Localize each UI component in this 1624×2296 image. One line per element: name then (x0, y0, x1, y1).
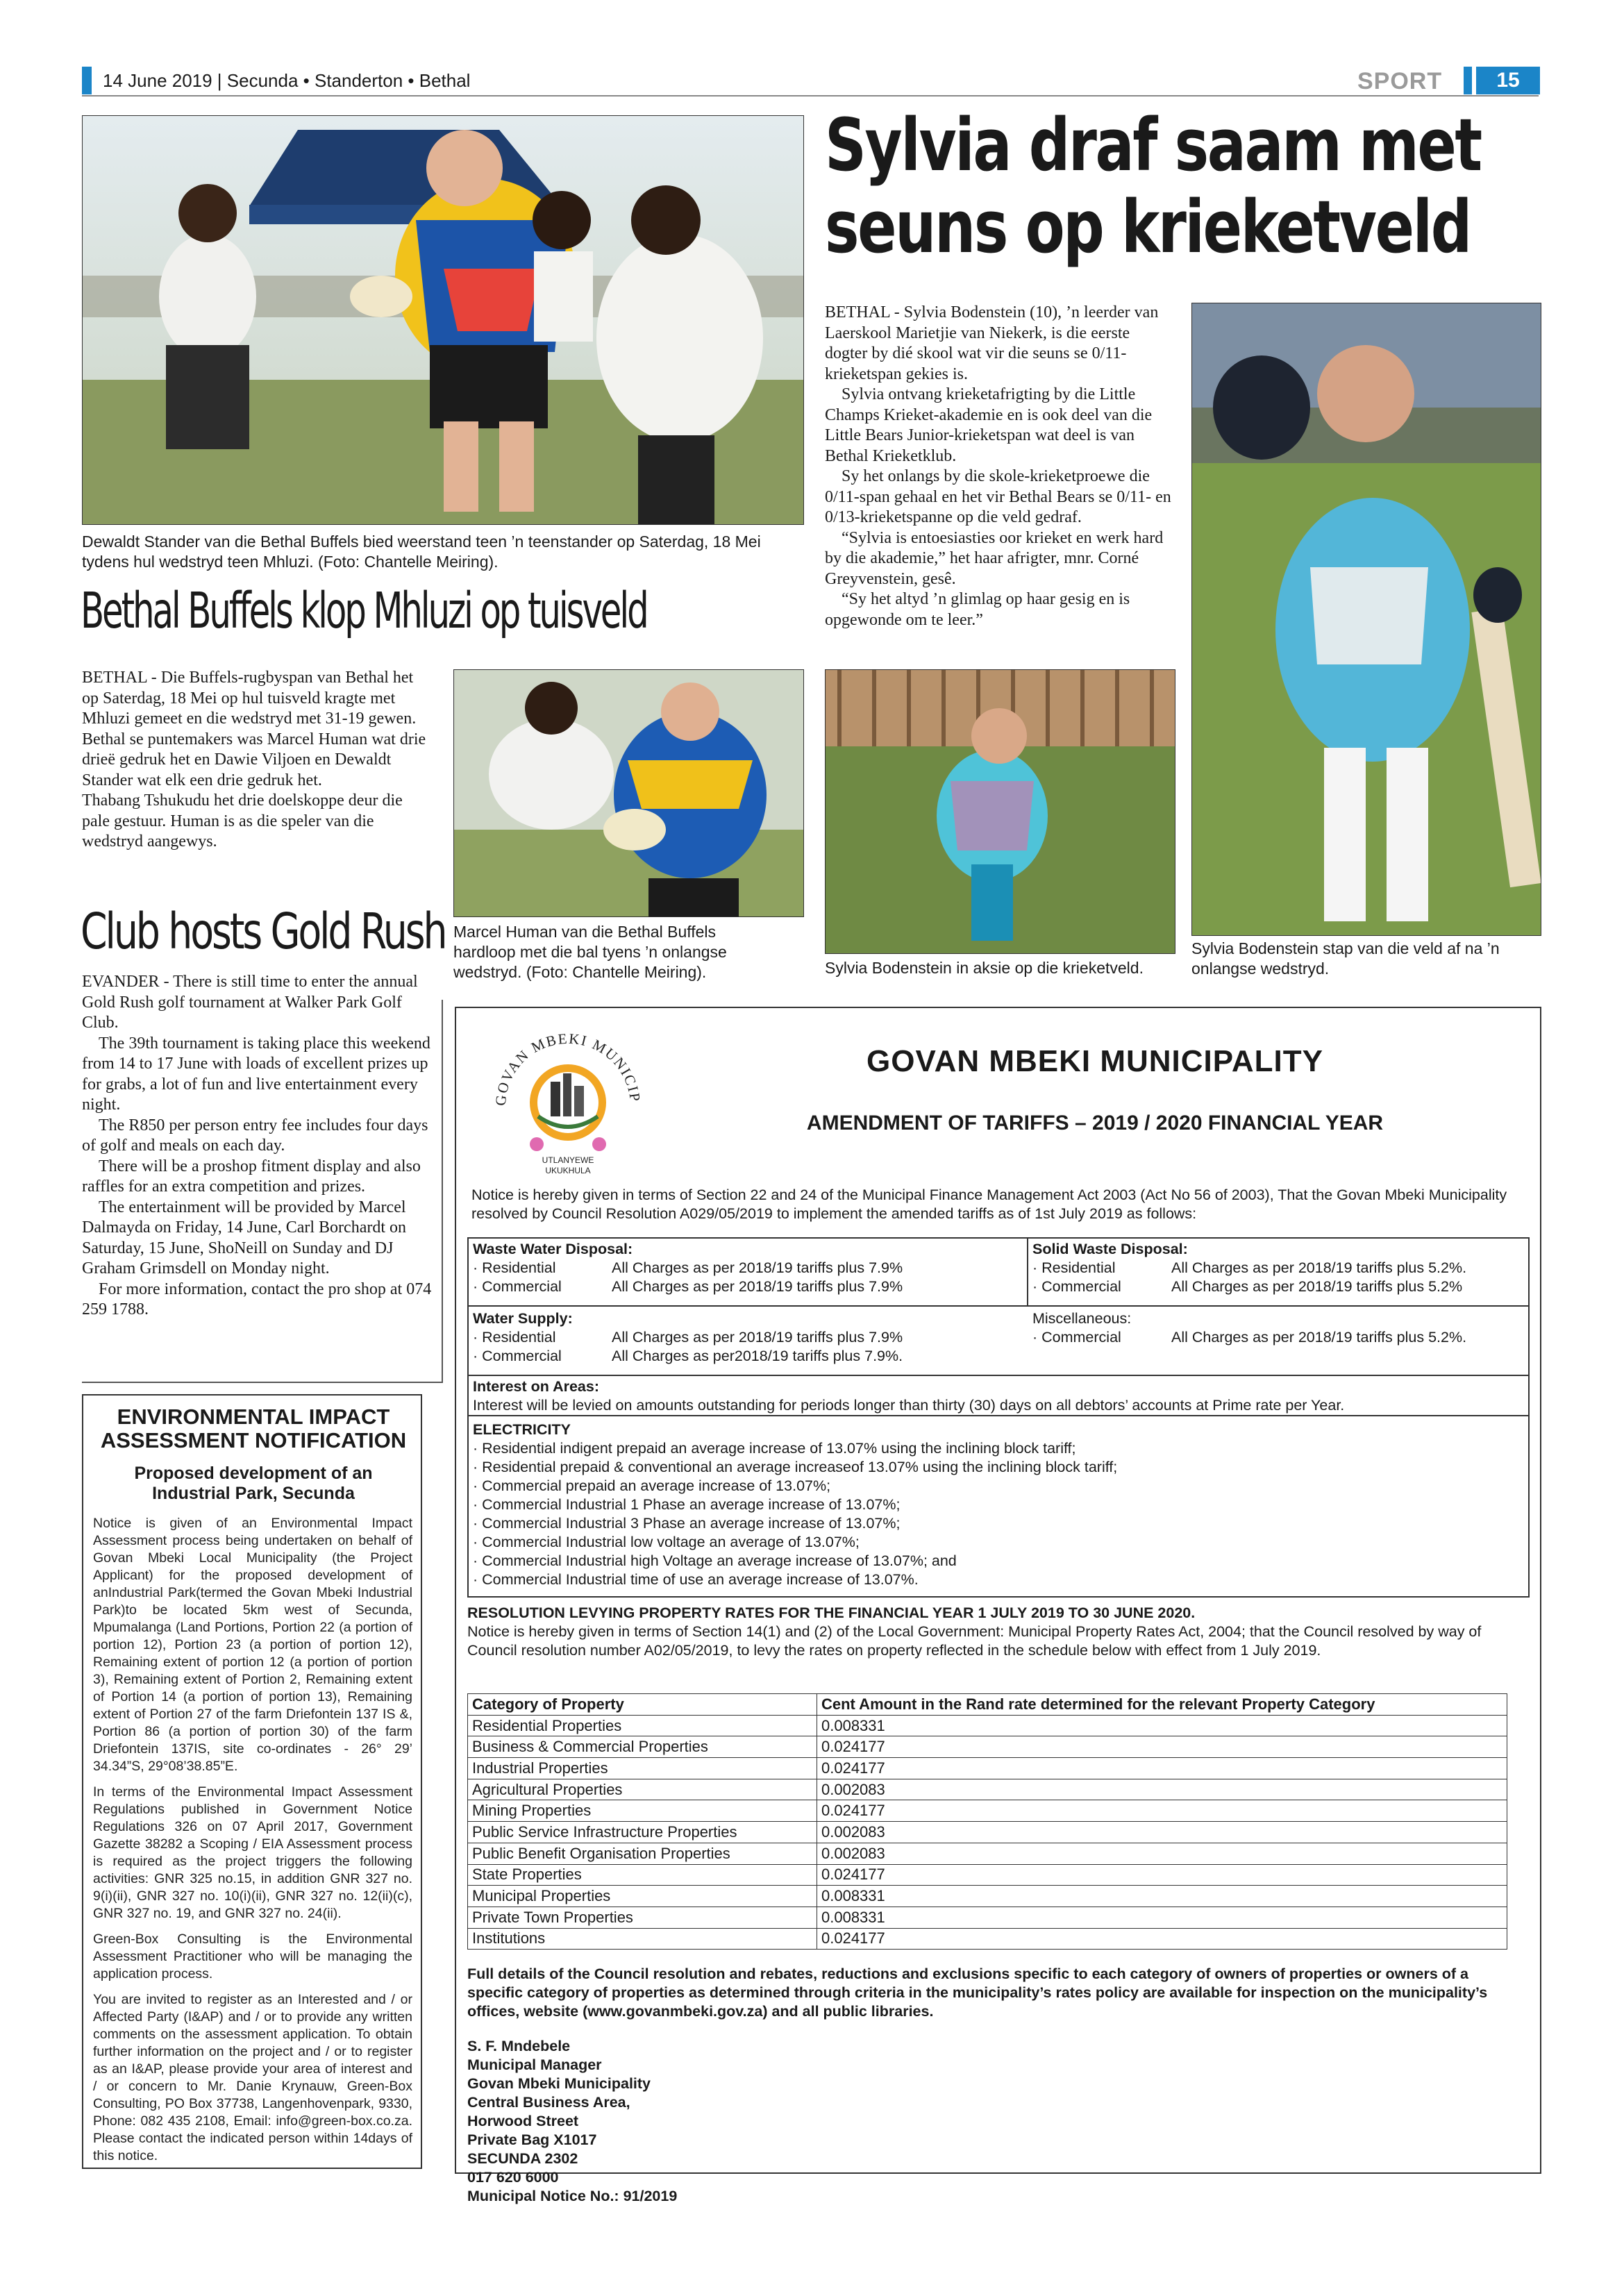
tariff-row (473, 1259, 1021, 1277)
rates-heading: RESOLUTION LEVYING PROPERTY RATES FOR THE FINANCIAL YEAR 1 JULY 2019 TO 30 JUNE 2020. (467, 1604, 1196, 1621)
tariff-row-label: · Commercial (1032, 1329, 1121, 1346)
tariff-row-label: · Commercial (1032, 1278, 1121, 1295)
table-cell: Industrial Properties (468, 1758, 817, 1779)
table-cell: Mining Properties (468, 1800, 817, 1822)
signature-line: SECUNDA 2302 (467, 2150, 578, 2167)
signature-line: Private Bag X1017 (467, 2131, 597, 2148)
notice-footer-text: Full details of the Council resolution and rebates, reductions and exclusions specific to each category of owners of properties or owners of a specific category of properties as determined through criteria in the municipality’s rates policy are available for inspection on the municipality’s offices, website (www.govanmbeki.gov.za) and all public libraries. (467, 1966, 1488, 2020)
cricket-walk-photo (1191, 303, 1541, 936)
header-rule (82, 95, 1539, 97)
municipality-crest-icon (481, 1019, 655, 1179)
tariff-row-value: All Charges as per 2018/19 tariffs plus 5.2%. (1171, 1329, 1467, 1346)
tariff-row-value: All Charges as per 2018/19 tariffs plus 7.9% (612, 1329, 903, 1346)
table-cell: 0.024177 (817, 1736, 1507, 1758)
water-supply-section (473, 1309, 1021, 1366)
electricity-item: · Commercial Industrial time of use an average increase of 13.07%. (473, 1571, 919, 1588)
golf-paragraph: EVANDER - There is still time to enter the annual Gold Rush golf tournament at Walker Park Golf Club. (82, 973, 418, 1032)
table-cell: 0.024177 (817, 1928, 1507, 1950)
cricket-action-photo-caption: Sylvia Bodenstein in aksie op die krieketveld. (825, 959, 1144, 977)
signature-line: Horwood Street (467, 2113, 579, 2129)
interest-text: Interest will be levied on amounts outstanding for periods longer than thirty (30) days on all debtors’ accounts at Prime rate per Year. (473, 1397, 1345, 1414)
cricket-paragraph: “Sy het altyd ’n glimlag op haar gesig en is opgewonde om te leer.” (825, 590, 1130, 629)
eia-paragraph: You are invited to register as an Interested and / or Affected Party (I&AP) and / or to provide any written comments on the assessment application. To obtain further information on the project and / or to register as an I&AP, please provide your area of interest and / or concern to Mr. Danie Krynauw, Green-Box Consulting, PO Box 37738, Langenhovenpark, 9330, Phone: 082 435 2108, Email: info@green-box.co.za. Please contact the indicated person within 14days of this notice. (93, 1992, 412, 2163)
table-cell: Institutions (468, 1928, 817, 1950)
table-cell: Residential Properties (468, 1715, 817, 1736)
tariff-grid-divider-v (1027, 1239, 1028, 1307)
rugby-second-photo-image (454, 670, 804, 917)
tariff-row (1032, 1277, 1525, 1296)
logo-motto-1: UTLANYEWE (542, 1155, 594, 1165)
table-cell: 0.008331 (817, 1886, 1507, 1907)
water-supply-heading: Water Supply: (473, 1310, 573, 1327)
tariff-row-label: · Residential (1032, 1259, 1116, 1276)
cricket-paragraph: BETHAL - Sylvia Bodenstein (10), ’n leerder van Laerskool Marietjie van Niekerk, is die eerste dogter by dié skool wat vir die seuns se 0/11-krieketspan gekies is. (825, 303, 1159, 383)
tariff-row (1032, 1259, 1525, 1277)
tariff-row-value: All Charges as per 2018/19 tariffs plus 5.2%. (1171, 1259, 1467, 1276)
table-cell: State Properties (468, 1864, 817, 1886)
solid-waste-heading: Solid Waste Disposal: (1032, 1241, 1188, 1257)
table-row (468, 1822, 1507, 1843)
rugby-article-body (82, 668, 429, 853)
rugby-headline: Bethal Buffels klop Mhluzi op tuisveld (81, 582, 647, 639)
signature-line: 017 620 6000 (467, 2169, 559, 2186)
table-cell: 0.024177 (817, 1800, 1507, 1822)
rugby-paragraph: BETHAL - Die Buffels-rugbyspan van Bethal het op Saterdag, 18 Mei op hul tuisveld kragte met Mhluzi gemeet en die wedstryd met 31-19 gewen. (82, 669, 417, 728)
table-cell: Business & Commercial Properties (468, 1736, 817, 1758)
interest-heading: Interest on Areas: (473, 1378, 600, 1395)
table-row (468, 1886, 1507, 1907)
table-cell: Municipal Properties (468, 1886, 817, 1907)
rates-table (467, 1693, 1507, 1950)
rugby-paragraph: Thabang Tshukudu het drie doelskoppe deur die pale gestuur. Human is as die speler van die wedstryd aangewys. (82, 791, 403, 850)
tariff-grid-divider-h (469, 1305, 1528, 1307)
cricket-headline-line-1: Sylvia draf saam met (825, 103, 1481, 187)
interest-section (467, 1375, 1530, 1416)
header-accent-bar (82, 67, 92, 94)
table-cell: 0.008331 (817, 1907, 1507, 1928)
rugby-main-photo-image (83, 116, 804, 525)
tariff-row-value: All Charges as per2018/19 tariffs plus 7.9%. (612, 1348, 903, 1364)
rates-intro: Notice is hereby given in terms of Section 14(1) and (2) of the Local Government: Municipal Property Rates Act, 2004; that the Council resolved by way of Council resolution number A02/05/2019, to levy the rates on property reflected in the schedule below with effect from 1 July 2019. (467, 1623, 1482, 1659)
logo-ring-text: GOVAN MBEKI MUNICIP (492, 1030, 644, 1107)
golf-paragraph: There will be a proshop fitment display and also raffles for an extra competition and prizes. (82, 1157, 421, 1196)
table-row (468, 1736, 1507, 1758)
eia-body (93, 1515, 412, 2165)
electricity-item: · Commercial Industrial 3 Phase an average increase of 13.07%; (473, 1515, 901, 1532)
electricity-section (467, 1415, 1530, 1598)
golf-paragraph: The 39th tournament is taking place this weekend from 14 to 17 June with loads of excellent prizes up for grabs, a lot of fun and live entertainment every night. (82, 1034, 430, 1114)
cricket-paragraph: “Sylvia is entoesiasties oor krieket en werk hard by die akademie,” het haar afrigter, mnr. Corné Greyvenstein, gesê. (825, 528, 1164, 588)
rugby-main-photo-caption: Dewaldt Stander van die Bethal Buffels bied weerstand teen ’n teenstander op Saterdag, 18 Mei tydens hul wedstryd teen Mhluzi. (Foto: Chantelle Meiring). (82, 533, 761, 571)
signature-line: Municipal Manager (467, 2056, 602, 2073)
eia-notice-box (82, 1394, 422, 2169)
cricket-headline (825, 103, 1481, 269)
cricket-walk-photo-image (1192, 303, 1541, 936)
rates-table-header-row (468, 1694, 1507, 1716)
notice-subtitle: AMENDMENT OF TARIFFS – 2019 / 2020 FINANCIAL YEAR (806, 1112, 1384, 1134)
table-row (468, 1758, 1507, 1779)
cricket-paragraph: Sy het onlangs by die skole-krieketproewe die 0/11-span gehaal en het vir Bethal Bears se 0/11- en 0/13-krieketspanne op die veld gedraf. (825, 467, 1171, 526)
electricity-item: · Commercial prepaid an average increase of 13.07%; (473, 1477, 831, 1494)
waste-water-heading: Waste Water Disposal: (473, 1241, 633, 1257)
signature-line: Municipal Notice No.: 91/2019 (467, 2188, 678, 2204)
table-cell: 0.002083 (817, 1822, 1507, 1843)
municipal-notice-box (455, 1007, 1541, 2204)
signature-line: Central Business Area, (467, 2094, 630, 2111)
tariff-row (473, 1328, 1021, 1347)
electricity-item: · Commercial Industrial low voltage an average of 13.07%; (473, 1534, 860, 1550)
golf-paragraph: The entertainment will be provided by Marcel Dalmayda on Friday, 14 June, Carl Borchardt on Saturday, 15 June, ShoNeill on Sunday and DJ Graham Grimsdell on Monday night. (82, 1198, 407, 1277)
notice-signature-block (467, 2037, 884, 2206)
table-cell: Agricultural Properties (468, 1779, 817, 1800)
table-cell: 0.008331 (817, 1715, 1507, 1736)
eia-paragraph: Green-Box Consulting is the Environmental Assessment Practitioner who will be managing the application process. (93, 1932, 412, 1981)
notice-title: GOVAN MBEKI MUNICIPALITY (867, 1044, 1323, 1078)
electricity-item: · Commercial Industrial high Voltage an average increase of 13.07%; and (473, 1552, 957, 1569)
electricity-content (473, 1421, 1525, 1589)
eia-subtitle: Proposed development of an Industrial Park, Secunda (134, 1464, 373, 1503)
interest-content (473, 1377, 1525, 1415)
rugby-main-photo (82, 115, 804, 525)
municipality-logo (481, 1019, 655, 1179)
rates-table-header: Cent Amount in the Rand rate determined for the relevant Property Category (817, 1694, 1507, 1716)
table-row (468, 1928, 1507, 1950)
waste-water-section (473, 1240, 1021, 1296)
miscellaneous-heading: Miscellaneous: (1032, 1310, 1132, 1327)
table-cell: Private Town Properties (468, 1907, 817, 1928)
cricket-action-photo (825, 669, 1175, 954)
table-row (468, 1800, 1507, 1822)
tariff-row-value: All Charges as per 2018/19 tariffs plus 5.2% (1171, 1278, 1463, 1295)
golf-headline: Club hosts Gold Rush (81, 903, 446, 960)
golf-corner-rule-v (442, 1000, 443, 1382)
cricket-action-photo-image (826, 670, 1175, 954)
header-date-edition: 14 June 2019 | Secunda • Standerton • Bethal (103, 70, 471, 91)
table-row (468, 1715, 1507, 1736)
section-accent-bar (1464, 67, 1472, 94)
solid-waste-section (1032, 1240, 1525, 1296)
electricity-item: · Residential prepaid & conventional an average increaseof 13.07% using the inclining block tariff; (473, 1459, 1118, 1475)
tariff-row (1032, 1328, 1525, 1347)
eia-title: ENVIRONMENTAL IMPACT ASSESSMENT NOTIFICATION (100, 1405, 407, 1452)
cricket-article-body (825, 303, 1176, 630)
eia-paragraph: Notice is given of an Environmental Impact Assessment process being undertaken on behalf of Govan Mbeki Local Municipality (the Project Applicant) for the proposed development of anIndustrial Park(termed the Govan Mbeki Industrial Park)to be located 5km west of Secunda, Mpumalanga (Land Portions, Portion 22 (a portion of portion 12), Portion 23 (a portion of portion 12), Remaining extent of portion 12 (a portion of portion 3), Remaining extent of Portion 2, Remaining extent of Portion 14 (a portion of portion 13), Remaining extent of Portion 27 of the farm Driefontein 137 IS &, Portion 86 (a portion of portion 30) of the farm Driefontein 137IS, site co-ordinates - 26° 29’ 34.34”S, 29°08’38.85”E. (93, 1516, 412, 1774)
section-label: SPORT (1357, 68, 1443, 94)
notice-intro: Notice is hereby given in terms of Section 22 and 24 of the Municipal Finance Management Act 2003 (Act No 56 of 2003), That the Govan Mbeki Municipality resolved by Council Resolution A029/05/2019 to implement the amended tariffs as of 1st July 2019 as follows: (471, 1187, 1507, 1222)
tariff-row-value: All Charges as per 2018/19 tariffs plus 7.9% (612, 1278, 903, 1295)
golf-paragraph: The R850 per person entry fee includes four days of golf and meals on each day. (82, 1116, 428, 1155)
cricket-paragraph: Sylvia ontvang krieketafrigting by die Little Champs Krieket-akademie en is ook deel van die Little Bears Junior-krieketspan wat deel is van Bethal Krieketklub. (825, 385, 1153, 465)
table-cell: 0.002083 (817, 1843, 1507, 1864)
eia-paragraph: In terms of the Environmental Impact Assessment Regulations published in Government Notice Regulations 326 on 07 April 2017, Government Gazette 38282 a Scoping / EIA Assessment process is required as the project triggers the following activities: GNR 325 no.15, in addition GNR 327 no. 9(i)(ii), GNR 327 no. 10(i)(ii), GNR 327 no. 12(ii)(c), GNR 327 no. 19, and GNR 327 no. 24(ii). (93, 1784, 412, 1921)
tariff-row-value: All Charges as per 2018/19 tariffs plus 7.9% (612, 1259, 903, 1276)
electricity-item: · Commercial Industrial 1 Phase an average increase of 13.07%; (473, 1496, 901, 1513)
tariff-row-label: · Commercial (473, 1278, 562, 1295)
signature-line: S. F. Mndebele (467, 2038, 571, 2054)
table-row (468, 1779, 1507, 1800)
tariff-row-label: · Commercial (473, 1348, 562, 1364)
golf-corner-rule-h (82, 1382, 443, 1383)
table-cell: 0.024177 (817, 1758, 1507, 1779)
cricket-walk-photo-caption: Sylvia Bodenstein stap van die veld af na ’n onlangse wedstryd. (1191, 939, 1500, 978)
rugby-second-photo-caption: Marcel Human van die Bethal Buffels hardloop met die bal tyens ’n onlangse wedstryd. (Foto: Chantelle Meiring). (453, 923, 727, 981)
tariff-grid (467, 1237, 1530, 1376)
miscellaneous-section (1032, 1309, 1525, 1347)
tariff-row-label: · Residential (473, 1329, 556, 1346)
tariff-row (473, 1347, 1021, 1366)
table-row (468, 1907, 1507, 1928)
rates-section (467, 1604, 1530, 1660)
golf-article-body (82, 972, 433, 1321)
tariff-row-label: · Residential (473, 1259, 556, 1276)
table-cell: 0.024177 (817, 1864, 1507, 1886)
table-cell: Public Benefit Organisation Properties (468, 1843, 817, 1864)
signature-line: Govan Mbeki Municipality (467, 2075, 651, 2092)
rugby-paragraph: Bethal se puntemakers was Marcel Human wat drie drieë gedruk het en Dawie Viljoen en Dewaldt Stander wat elk een drie gedruk het. (82, 730, 426, 789)
page-number: 15 (1476, 67, 1540, 94)
rates-table-header: Category of Property (468, 1694, 817, 1716)
electricity-heading: ELECTRICITY (473, 1421, 571, 1438)
table-cell: 0.002083 (817, 1779, 1507, 1800)
table-cell: Public Service Infrastructure Properties (468, 1822, 817, 1843)
cricket-headline-line-2: seuns op krieketveld (825, 185, 1471, 269)
logo-motto-2: UKUKHULA (545, 1166, 591, 1175)
golf-paragraph: For more information, contact the pro shop at 074 259 1788. (82, 1280, 432, 1318)
tariff-row (473, 1277, 1021, 1296)
table-row (468, 1843, 1507, 1864)
electricity-item: · Residential indigent prepaid an average increase of 13.07% using the inclining block tariff; (473, 1440, 1076, 1457)
rugby-second-photo (453, 669, 804, 917)
table-row (468, 1864, 1507, 1886)
